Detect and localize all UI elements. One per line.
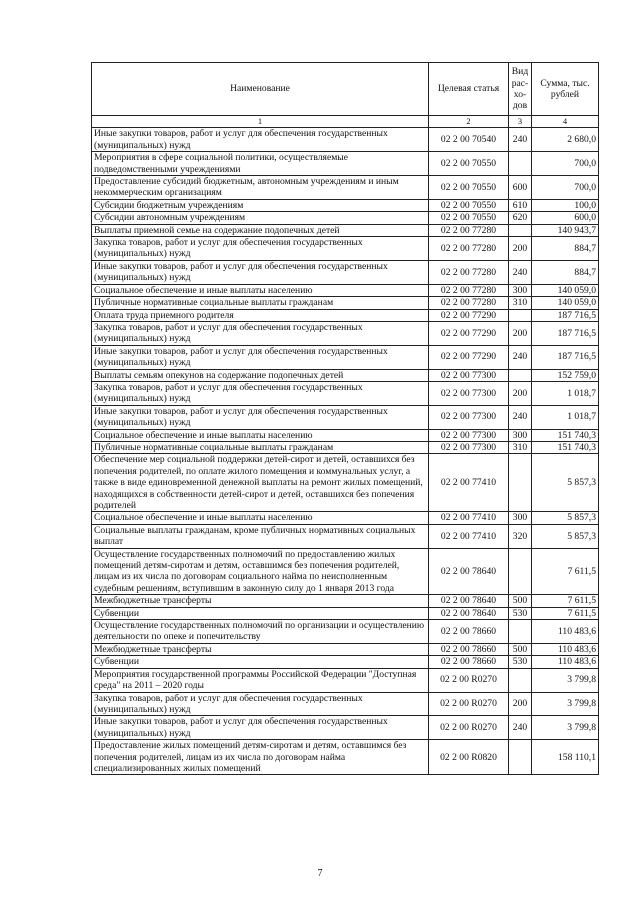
row-code: 02 2 00 77280 — [429, 260, 509, 284]
page-number: 7 — [317, 868, 323, 879]
row-sum: 2 680,0 — [532, 128, 599, 152]
row-name: Закупка товаров, работ и услуг для обеспечения государственных (муниципальных) нужд — [92, 237, 429, 261]
row-name: Выплаты семьям опекунов на содержание подопечных детей — [92, 369, 429, 381]
row-name: Обеспечение мер социальной поддержки детей-сирот и детей, оставшихся без попечения родителей, по оплате жилого помещения и коммунальных услуг, а также в виде единовременной денежной выплаты на ремонт жилых помещений, находящихся в собственности детей-сирот и детей, оставшихся без попечения родителей — [92, 454, 429, 512]
row-name: Субсидии автономным учреждениям — [92, 212, 429, 224]
row-name: Социальное обеспечение и иные выплаты населению — [92, 284, 429, 296]
table-row — [92, 345, 599, 369]
row-name: Мероприятия в сфере социальной политики, осуществляемые подведомственными учреждениями — [92, 152, 429, 176]
table-row — [92, 237, 599, 261]
row-name: Закупка товаров, работ и услуг для обеспечения государственных (муниципальных) нужд — [92, 692, 429, 716]
row-sum: 5 857,3 — [532, 524, 599, 548]
header-type: Вид рас-хо-дов — [509, 63, 532, 116]
column-number-3: 3 — [509, 116, 532, 128]
table-row — [92, 284, 599, 296]
row-name: Осуществление государственных полномочий по предоставлению жилых помещений детям-сиротам и детям, оставшимся без попечения родителей, лицам из их числа по договорам социального найма по неисполненным судебным решениям, вступившим в законную силу до 1 января 2013 года — [92, 548, 429, 595]
row-name: Социальные выплаты гражданам, кроме публичных нормативных социальных выплат — [92, 524, 429, 548]
row-name: Публичные нормативные социальные выплаты гражданам — [92, 297, 429, 309]
table-row — [92, 176, 599, 200]
row-name: Закупка товаров, работ и услуг для обеспечения государственных (муниципальных) нужд — [92, 381, 429, 405]
row-code: 02 2 00 R0270 — [429, 668, 509, 692]
row-name: Субсидии бюджетным учреждениям — [92, 199, 429, 211]
row-sum: 600,0 — [532, 212, 599, 224]
row-type: 240 — [509, 716, 532, 740]
row-name: Межбюджетные трансферты — [92, 643, 429, 655]
row-sum: 187 716,5 — [532, 309, 599, 321]
row-sum: 7 611,5 — [532, 595, 599, 607]
table-row — [92, 369, 599, 381]
row-name: Субвенции — [92, 607, 429, 619]
table-row — [92, 429, 599, 441]
row-sum: 1 018,7 — [532, 381, 599, 405]
table-row — [92, 224, 599, 236]
row-sum: 158 110,1 — [532, 740, 599, 775]
row-code: 02 2 00 70540 — [429, 128, 509, 152]
row-code: 02 2 00 77280 — [429, 237, 509, 261]
table-row — [92, 321, 599, 345]
row-name: Мероприятия государственной программы Российской Федерации "Доступная среда" на 2011 – 2020 годы — [92, 668, 429, 692]
row-code: 02 2 00 R0270 — [429, 716, 509, 740]
row-name: Субвенции — [92, 656, 429, 668]
column-number-4: 4 — [532, 116, 599, 128]
row-name: Выплаты приемной семье на содержание подопечных детей — [92, 224, 429, 236]
row-code: 02 2 00 77410 — [429, 454, 509, 512]
row-type — [509, 152, 532, 176]
row-type: 320 — [509, 524, 532, 548]
row-name: Закупка товаров, работ и услуг для обеспечения государственных (муниципальных) нужд — [92, 321, 429, 345]
column-number-1: 1 — [92, 116, 429, 128]
table-row — [92, 548, 599, 595]
row-code: 02 2 00 R0270 — [429, 692, 509, 716]
table-row — [92, 212, 599, 224]
row-sum: 5 857,3 — [532, 512, 599, 524]
row-type — [509, 309, 532, 321]
row-sum: 884,7 — [532, 260, 599, 284]
header-code: Целевая статья — [429, 63, 509, 116]
row-type: 610 — [509, 199, 532, 211]
row-type: 300 — [509, 284, 532, 296]
row-type: 500 — [509, 595, 532, 607]
row-type: 200 — [509, 321, 532, 345]
row-type: 600 — [509, 176, 532, 200]
row-sum: 140 059,0 — [532, 284, 599, 296]
table-row — [92, 524, 599, 548]
row-type: 300 — [509, 429, 532, 441]
row-code: 02 2 00 78640 — [429, 595, 509, 607]
row-type: 310 — [509, 441, 532, 453]
table-row — [92, 692, 599, 716]
row-type: 200 — [509, 381, 532, 405]
row-type — [509, 454, 532, 512]
row-type: 500 — [509, 643, 532, 655]
row-type: 240 — [509, 405, 532, 429]
row-type: 620 — [509, 212, 532, 224]
row-sum: 3 799,8 — [532, 716, 599, 740]
row-sum: 700,0 — [532, 152, 599, 176]
row-code: 02 2 00 70550 — [429, 176, 509, 200]
table-row — [92, 716, 599, 740]
row-sum: 187 716,5 — [532, 345, 599, 369]
row-sum: 700,0 — [532, 176, 599, 200]
row-code: 02 2 00 78660 — [429, 643, 509, 655]
row-type: 240 — [509, 260, 532, 284]
row-code: 02 2 00 77290 — [429, 345, 509, 369]
row-type — [509, 548, 532, 595]
table-row — [92, 620, 599, 644]
row-code: 02 2 00 77300 — [429, 429, 509, 441]
row-code: 02 2 00 77300 — [429, 369, 509, 381]
row-name: Иные закупки товаров, работ и услуг для обеспечения государственных (муниципальных) нужд — [92, 405, 429, 429]
table-row — [92, 668, 599, 692]
row-sum: 140 943,7 — [532, 224, 599, 236]
row-sum: 5 857,3 — [532, 454, 599, 512]
row-code: 02 2 00 77280 — [429, 297, 509, 309]
row-type — [509, 740, 532, 775]
table-row — [92, 381, 599, 405]
table-row — [92, 643, 599, 655]
row-sum: 1 018,7 — [532, 405, 599, 429]
table-body — [92, 128, 599, 775]
row-name: Иные закупки товаров, работ и услуг для обеспечения государственных (муниципальных) нужд — [92, 128, 429, 152]
row-name: Оплата труда приемного родителя — [92, 309, 429, 321]
table-row — [92, 309, 599, 321]
row-type: 300 — [509, 512, 532, 524]
row-name: Иные закупки товаров, работ и услуг для обеспечения государственных (муниципальных) нужд — [92, 345, 429, 369]
row-type — [509, 369, 532, 381]
row-code: 02 2 00 70550 — [429, 152, 509, 176]
table-row — [92, 297, 599, 309]
table-row — [92, 260, 599, 284]
row-sum: 884,7 — [532, 237, 599, 261]
table-row — [92, 656, 599, 668]
row-code: 02 2 00 77300 — [429, 381, 509, 405]
column-number-2: 2 — [429, 116, 509, 128]
row-sum: 3 799,8 — [532, 668, 599, 692]
row-sum: 7 611,5 — [532, 548, 599, 595]
table-row — [92, 607, 599, 619]
row-code: 02 2 00 70550 — [429, 212, 509, 224]
table-row — [92, 128, 599, 152]
row-type: 530 — [509, 607, 532, 619]
row-code: 02 2 00 77280 — [429, 284, 509, 296]
table-row — [92, 740, 599, 775]
row-code: 02 2 00 77290 — [429, 321, 509, 345]
row-name: Публичные нормативные социальные выплаты гражданам — [92, 441, 429, 453]
row-name: Социальное обеспечение и иные выплаты населению — [92, 512, 429, 524]
row-name: Предоставление жилых помещений детям-сиротам и детям, оставшимся без попечения родителей, лицам из их числа по договорам найма специализированных жилых помещений — [92, 740, 429, 775]
table-row — [92, 199, 599, 211]
row-name: Иные закупки товаров, работ и услуг для обеспечения государственных (муниципальных) нужд — [92, 260, 429, 284]
row-sum: 110 483,6 — [532, 656, 599, 668]
table-row — [92, 595, 599, 607]
row-sum: 110 483,6 — [532, 643, 599, 655]
row-sum: 7 611,5 — [532, 607, 599, 619]
budget-table — [91, 62, 599, 775]
row-code: 02 2 00 78660 — [429, 656, 509, 668]
row-sum: 140 059,0 — [532, 297, 599, 309]
row-code: 02 2 00 77300 — [429, 405, 509, 429]
row-code: 02 2 00 77410 — [429, 512, 509, 524]
row-sum: 3 799,8 — [532, 692, 599, 716]
row-name: Межбюджетные трансферты — [92, 595, 429, 607]
row-type: 240 — [509, 345, 532, 369]
row-type — [509, 668, 532, 692]
header-name: Наименование — [92, 63, 429, 116]
row-name: Социальное обеспечение и иные выплаты населению — [92, 429, 429, 441]
row-sum: 110 483,6 — [532, 620, 599, 644]
header-sum: Сумма, тыс. рублей — [532, 63, 599, 116]
table-row — [92, 512, 599, 524]
table-row — [92, 441, 599, 453]
table-row — [92, 405, 599, 429]
row-type — [509, 620, 532, 644]
header-row — [92, 63, 599, 116]
row-code: 02 2 00 78640 — [429, 607, 509, 619]
table-row — [92, 454, 599, 512]
table-row — [92, 152, 599, 176]
row-code: 02 2 00 77410 — [429, 524, 509, 548]
row-sum: 100,0 — [532, 199, 599, 211]
row-type: 530 — [509, 656, 532, 668]
row-name: Предоставление субсидий бюджетным, автономным учреждениям и иным некоммерческим организациям — [92, 176, 429, 200]
row-code: 02 2 00 70550 — [429, 199, 509, 211]
row-code: 02 2 00 78640 — [429, 548, 509, 595]
column-number-row — [92, 116, 599, 128]
row-type — [509, 224, 532, 236]
row-sum: 152 759,0 — [532, 369, 599, 381]
row-code: 02 2 00 77290 — [429, 309, 509, 321]
row-type: 200 — [509, 692, 532, 716]
row-code: 02 2 00 77280 — [429, 224, 509, 236]
row-sum: 151 740,3 — [532, 441, 599, 453]
row-sum: 187 716,5 — [532, 321, 599, 345]
row-sum: 151 740,3 — [532, 429, 599, 441]
row-name: Осуществление государственных полномочий по организации и осуществлению деятельности по опеке и попечительству — [92, 620, 429, 644]
row-code: 02 2 00 R0820 — [429, 740, 509, 775]
row-name: Иные закупки товаров, работ и услуг для обеспечения государственных (муниципальных) нужд — [92, 716, 429, 740]
row-type: 310 — [509, 297, 532, 309]
row-type: 240 — [509, 128, 532, 152]
row-code: 02 2 00 78660 — [429, 620, 509, 644]
row-type: 200 — [509, 237, 532, 261]
row-code: 02 2 00 77300 — [429, 441, 509, 453]
